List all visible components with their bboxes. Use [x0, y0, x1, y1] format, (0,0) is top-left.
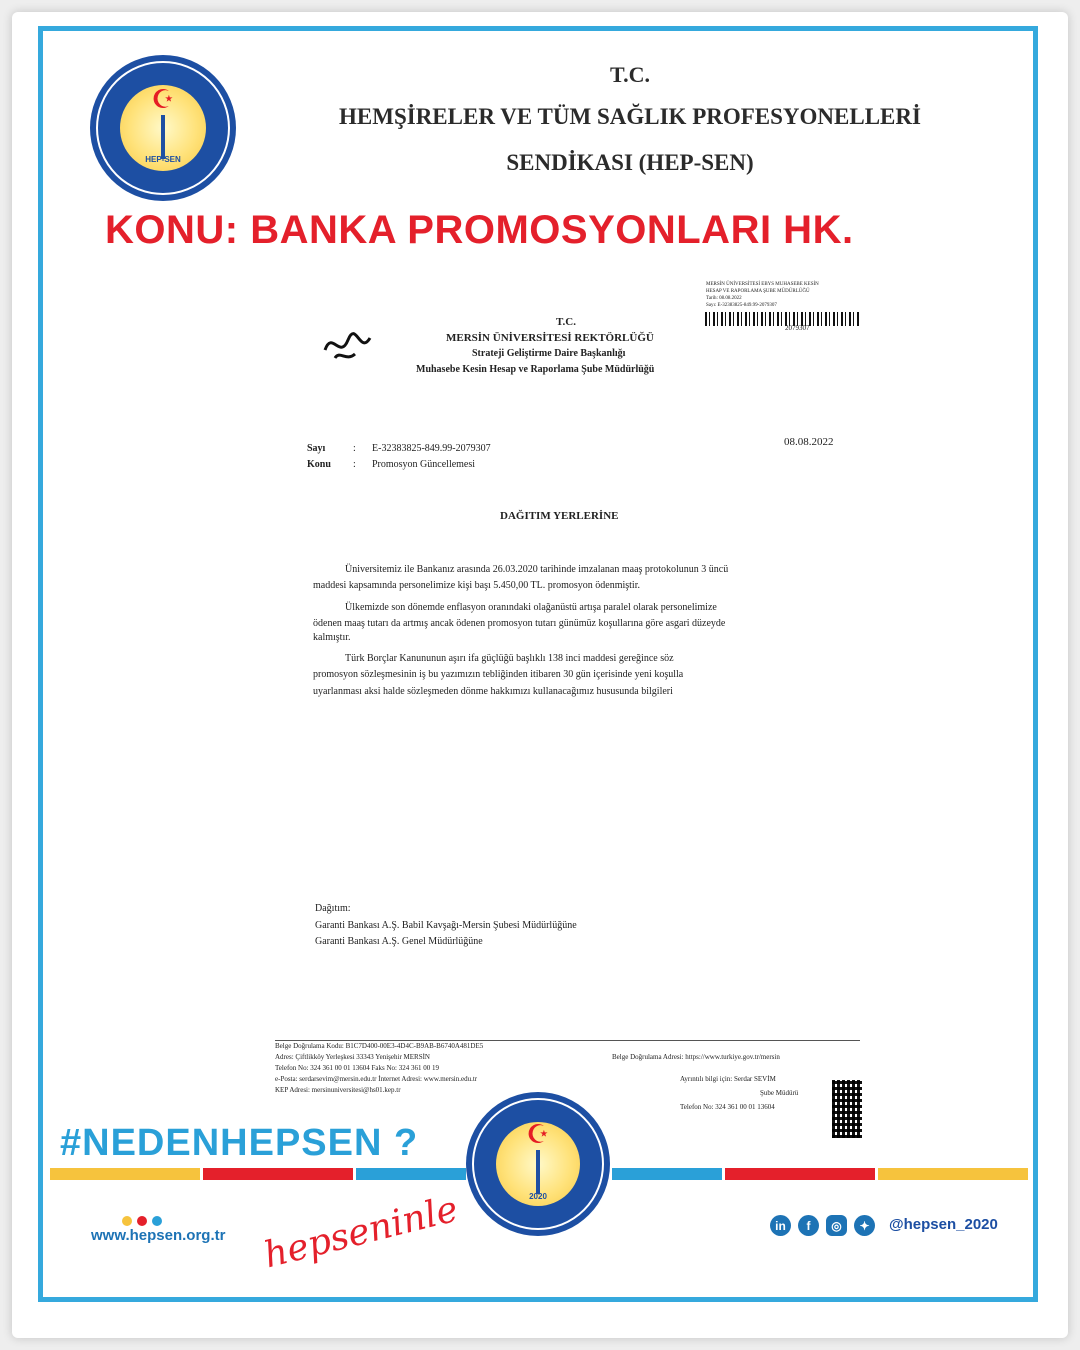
- header-union-name: HEMŞİRELER VE TÜM SAĞLIK PROFESYONELLERİ: [339, 104, 921, 129]
- body-line: Üniversitemiz ile Bankanız arasında 26.03.2020 tarihinde imzalanan maaş protokolunun 3 üncü: [345, 564, 729, 575]
- website-link[interactable]: www.hepsen.org.tr: [91, 1227, 226, 1244]
- body-line: maddesi kapsamında personelimize kişi başı 5.450,00 TL. promosyon ödenmiştir.: [313, 580, 640, 591]
- letter-date: 08.08.2022: [784, 436, 834, 448]
- qr-code: [832, 1080, 862, 1138]
- letter-tc: T.C.: [556, 316, 576, 328]
- crescent-star-icon: ☪: [526, 1120, 550, 1150]
- stamp-line: Tarih: 08.08.2022: [706, 296, 742, 301]
- body-line: Ülkemizde son dönemde enflasyon oranındaki olağanüstü artışa paralel olarak personelimize: [345, 602, 717, 613]
- linkedin-icon[interactable]: in: [770, 1215, 791, 1236]
- hashtag: #NEDENHEPSEN ?: [60, 1122, 419, 1164]
- color-stripe: [612, 1168, 722, 1180]
- caduceus-icon: [161, 115, 165, 159]
- footer-right-line: Belge Doğrulama Adresi: https://www.turkiye.gov.tr/mersin: [612, 1053, 780, 1061]
- body-line: promosyon sözleşmesinin iş bu yazımızın tebliğinden itibaren 30 gün içerisinde yeni koşulla: [313, 669, 684, 680]
- letter-department: Strateji Geliştirme Daire Başkanlığı: [472, 348, 626, 359]
- caduceus-icon: [536, 1150, 540, 1194]
- footer-right-line: Telefon No: 324 361 00 01 13604: [680, 1103, 775, 1111]
- color-stripe: [203, 1168, 353, 1180]
- color-stripe: [356, 1168, 466, 1180]
- footer-left-line: KEP Adresi: mersinuniversitesi@hs01.kep.tr: [275, 1086, 401, 1094]
- body-line: uyarlanması aksi halde sözleşmeden dönme hakkımızı kullanacağımız hususunda bilgileri: [313, 686, 673, 697]
- color-stripe: [878, 1168, 1028, 1180]
- letter-institution: MERSİN ÜNİVERSİTESİ REKTÖRLÜĞÜ: [446, 332, 654, 344]
- color-stripe: [50, 1168, 200, 1180]
- footer-right-line: Ayrıntılı bilgi için: Serdar SEVİM: [680, 1075, 776, 1083]
- body-line: Türk Borçlar Kanununun aşırı ifa güçlüğü başlıklı 138 inci maddesi gereğince söz: [345, 653, 674, 664]
- barcode: [705, 312, 861, 326]
- facebook-icon[interactable]: f: [798, 1215, 819, 1236]
- sayi-colon: :: [353, 443, 356, 454]
- hepsen-logo-bottom: [466, 1092, 610, 1236]
- hepseninle-script: hepseninle: [259, 1188, 463, 1277]
- footer-left-line: e-Posta: serdarsevim@mersin.edu.tr İnternet Adresi: www.mersin.edu.tr: [275, 1075, 478, 1083]
- stamp-line: MERSİN ÜNİVERSİTESİ EBYS MUHASEBE KESİN: [706, 282, 819, 287]
- color-stripe: [725, 1168, 875, 1180]
- konu-label: Konu: [307, 459, 331, 470]
- distribution-item: Garanti Bankası A.Ş. Genel Müdürlüğüne: [315, 936, 483, 947]
- konu-value: Promosyon Güncellemesi: [372, 459, 476, 470]
- header-union-abbr: SENDİKASI (HEP-SEN): [506, 150, 754, 175]
- barcode-number: 2079307: [785, 324, 810, 332]
- social-handle[interactable]: @hepsen_2020: [889, 1216, 998, 1233]
- sayi-label: Sayı: [307, 443, 326, 454]
- social-icons: [770, 1215, 875, 1236]
- konu-colon: :: [353, 459, 356, 470]
- twitter-icon[interactable]: ✦: [854, 1215, 875, 1236]
- logo-year: 2020: [529, 1192, 547, 1201]
- stamp-line: Sayı: E-32383825-849.99-2079307: [706, 303, 777, 308]
- body-line: kalmıştır.: [313, 632, 351, 643]
- letter-unit: Muhasebe Kesin Hesap ve Raporlama Şube Müdürlüğü: [416, 364, 655, 375]
- footer-left-line: Telefon No: 324 361 00 01 13604 Faks No: 324 361 00 19: [275, 1064, 440, 1072]
- recipient: DAĞITIM YERLERİNE: [500, 510, 619, 522]
- footer-right-line: Şube Müdürü: [760, 1089, 799, 1097]
- hepsen-logo-top: [90, 55, 236, 201]
- footer-divider: [275, 1040, 860, 1041]
- footer-left-line: Adres: Çiftlikköy Yerleşkesi 33343 Yenişehir MERSİN: [275, 1053, 430, 1061]
- header-tc: T.C.: [610, 62, 650, 87]
- distribution-label: Dağıtım:: [315, 903, 351, 914]
- body-line: ödenen maaş tutarı da artmış ancak ödenen promosyon tutarı günümüz koşullarına göre asgari düzeyde: [313, 618, 726, 629]
- subject-banner: KONU: BANKA PROMOSYONLARI HK.: [105, 208, 854, 252]
- footer-left-line: Belge Doğrulama Kodu: B1C7D400-00E3-4D4C-B9AB-B6740A481DE5: [275, 1042, 484, 1050]
- instagram-icon[interactable]: ◎: [826, 1215, 847, 1236]
- sayi-value: E-32383825-849.99-2079307: [372, 443, 491, 454]
- stamp-line: HESAP VE RAPORLAMA ŞUBE MÜDÜRLÜĞÜ: [706, 289, 810, 294]
- crescent-star-icon: ☪: [151, 85, 175, 115]
- logo-center-text: HEP-SEN: [145, 155, 181, 164]
- handwritten-signature: [320, 320, 380, 370]
- distribution-item: Garanti Bankası A.Ş. Babil Kavşağı-Mersin Şubesi Müdürlüğüne: [315, 920, 577, 931]
